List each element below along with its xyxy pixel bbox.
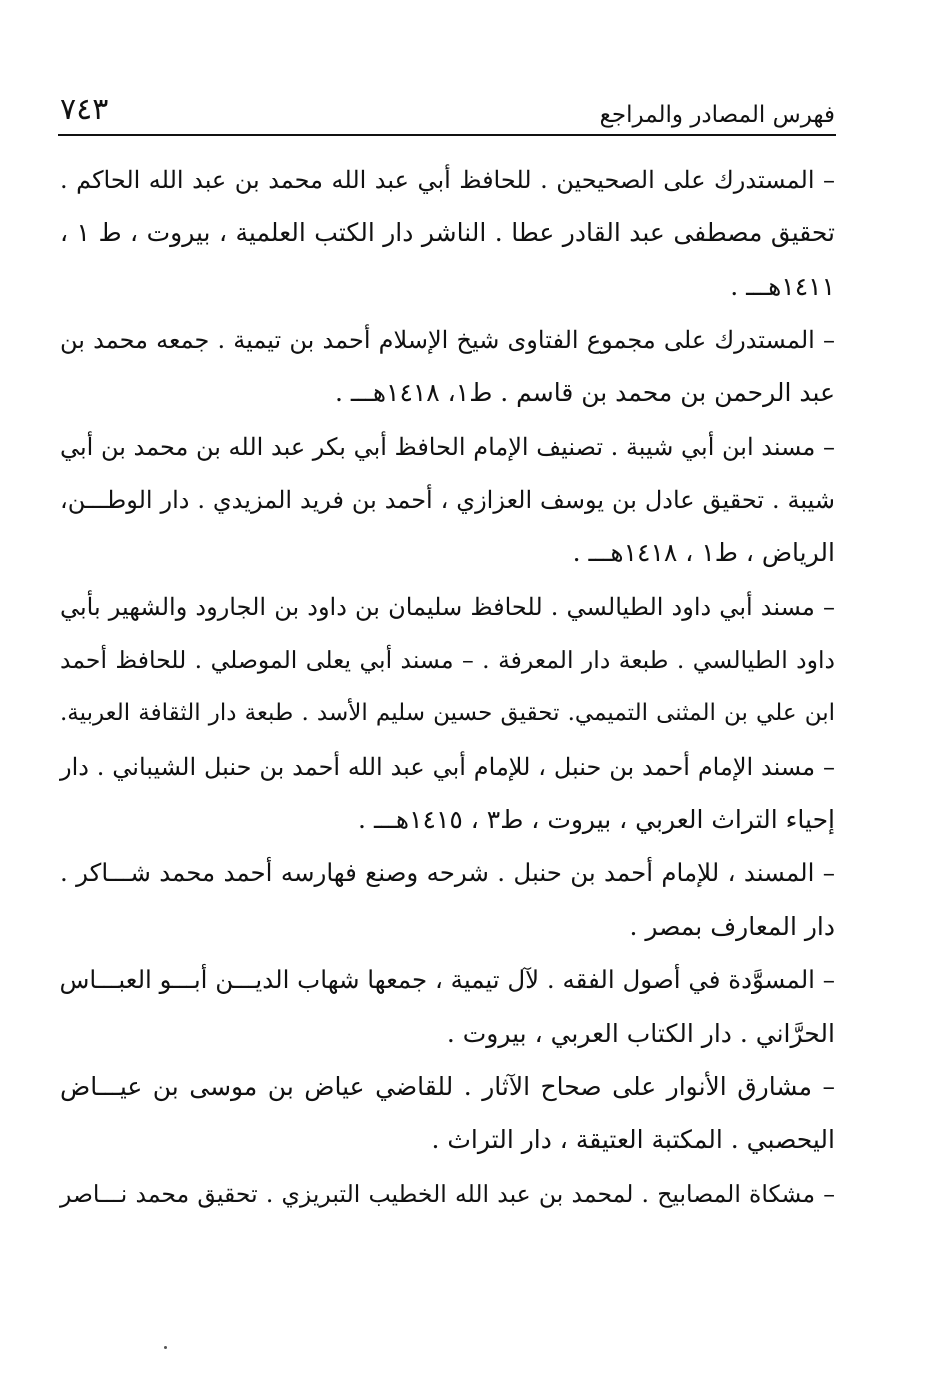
text-line: اليحصبي . المكتبة العتيقة ، دار التراث . (431, 1125, 835, 1155)
text-line: – المستدرك على مجموع الفتاوى شيخ الإسلام أحمد بن تيمية . جمعه محمد بن (60, 326, 835, 355)
text-line: – مشكاة المصابيح . لمحمد بن عبد الله الخطيب التبريزي . تحقيق محمد نـــاصر (60, 1179, 835, 1208)
text-line: – المسوَّدة في أصول الفقه . لآل تيمية ، جمعها شهاب الديـــن أبـــو العبـــاس (59, 965, 835, 995)
text-line: عبد الرحمن بن محمد بن قاسم . ط١، ١٤١٨هـــ . (334, 378, 835, 408)
text-line: – مشارق الأنوار على صحاح الآثار . للقاضي عياض بن موسى بن عيـــاض (60, 1071, 835, 1101)
text-line: – مسند أبي داود الطيالسي . للحافظ سليمان بن داود بن الجارود والشهير بأبي (60, 592, 835, 621)
text-line: ١٤١١هـــ . (730, 271, 835, 301)
text-line: – المسند ، للإمام أحمد بن حنبل . شرحه وصنع فهارسه أحمد محمد شـــاكر . (60, 858, 835, 888)
text-line: ابن علي بن المثنى التميمي. تحقيق حسين سليم الأسد . طبعة دار الثقافة العربية. (60, 700, 835, 727)
text-line: إحياء التراث العربي ، بيروت ، ط٣ ، ١٤١٥هـــ . (358, 805, 835, 835)
text-line: – المستدرك على الصحيحين . للحافظ أبي عبد الله محمد بن عبد الله الحاكم . (60, 166, 835, 194)
text-line: الرياض ، ط١ ، ١٤١٨هـــ . (572, 538, 835, 568)
page-number: ٧٤٣ (60, 92, 109, 127)
text-line: شيبة . تحقيق عادل بن يوسف العزازي ، أحمد بن فريد المزيدي . دار الوطـــن، (60, 486, 835, 515)
header-divider (58, 134, 836, 136)
bibliography-list (60, 156, 835, 1223)
text-line: دار المعارف بمصر . (629, 911, 835, 941)
page-title: فهرس المصادر والمراجع (599, 102, 835, 128)
text-line: – مسند الإمام أحمد بن حنبل ، للإمام أبي عبد الله أحمد بن حنبل الشيباني . دار (60, 752, 835, 781)
text-line: داود الطيالسي . طبعة دار المعرفة . – مسند أبي يعلى الموصلي . للحافظ أحمد (60, 646, 835, 675)
text-line: تحقيق مصطفى عبد القادر عطا . الناشر دار الكتب العلمية ، بيروت ، ط ١ ، (60, 218, 835, 248)
text-line: – مسند ابن أبي شيبة . تصنيف الإمام الحافظ أبي بكر عبد الله بن محمد بن أبي (59, 432, 835, 461)
text-line: الحرَّاني . دار الكتاب العربي ، بيروت . (446, 1018, 835, 1048)
scan-speck (164, 1346, 167, 1349)
page-header (60, 88, 835, 134)
